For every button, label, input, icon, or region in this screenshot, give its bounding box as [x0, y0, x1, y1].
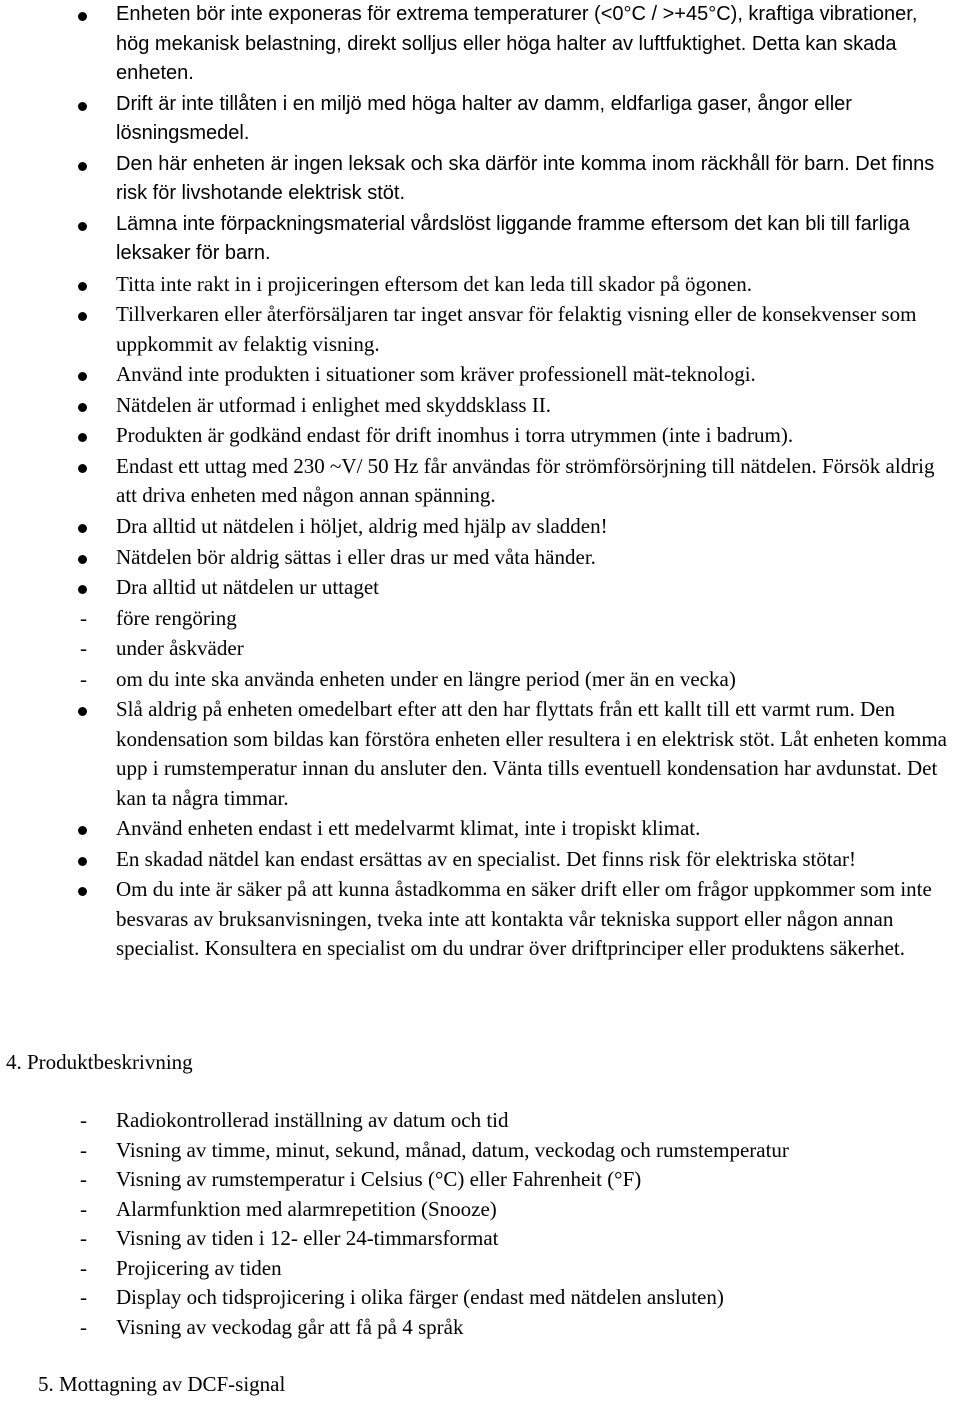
- feature-text: Visning av veckodag går att få på 4 språk: [116, 1314, 464, 1339]
- sub-list-item: [0, 604, 960, 634]
- dash-marker: -: [80, 1226, 87, 1250]
- list-item-text: Endast ett uttag med 230 ~V/ 50 Hz får användas för strömförsörjning till nätdelen. Försök aldrig att driva enheten med någon annan spänning.: [116, 453, 935, 508]
- feature-text: Radiokontrollerad inställning av datum och tid: [116, 1108, 509, 1132]
- list-item: [0, 270, 960, 300]
- bullet-icon: [78, 102, 87, 111]
- list-item-text: Dra alltid ut nätdelen i höljet, aldrig med hjälp av sladden!: [116, 513, 608, 538]
- dash-marker: -: [80, 1108, 87, 1132]
- feature-text: Visning av tiden i 12- eller 24-timmarsformat: [116, 1226, 499, 1250]
- bullet-icon: [78, 857, 87, 866]
- dash-marker: -: [80, 1255, 87, 1280]
- list-item: [0, 360, 960, 390]
- list-item: [0, 421, 960, 451]
- list-item: [0, 90, 960, 149]
- list-item-text: om du inte ska använda enheten under en längre period (mer än en vecka): [116, 666, 736, 691]
- bullet-icon: [78, 826, 87, 835]
- feature-item: [0, 1136, 960, 1166]
- list-item: [0, 391, 960, 421]
- feature-item: [0, 1224, 960, 1254]
- list-item-text: Använd inte produkten i situationer som kräver professionell mät-teknologi.: [116, 362, 756, 387]
- bullet-icon: [78, 707, 87, 716]
- list-item-text: under åskväder: [116, 636, 244, 661]
- bullet-icon: [78, 372, 87, 381]
- feature-item: [0, 1313, 960, 1343]
- list-item-text: En skadad nätdel kan endast ersättas av en specialist. Det finns risk för elektriska stötar!: [116, 846, 857, 871]
- list-item-text: Dra alltid ut nätdelen ur uttaget: [116, 575, 379, 600]
- list-item-text: Enheten bör inte exponeras för extrema temperaturer (<0°C / >+45°C), kraftiga vibrationer, hög mekanisk belastning, direkt solljus eller höga halter av luftfuktighet. Detta kan skada enheten.: [116, 3, 918, 84]
- bullet-icon: [78, 282, 87, 291]
- list-item: [0, 573, 960, 603]
- dash-marker: -: [80, 605, 87, 630]
- section-4-heading: 4. Produktbeskrivning: [6, 1050, 193, 1074]
- bullet-icon: [78, 312, 87, 321]
- list-item: [0, 512, 960, 542]
- feature-item: [0, 1165, 960, 1195]
- feature-item: [0, 1254, 960, 1284]
- list-item-text: Tillverkaren eller återförsäljaren tar inget ansvar för felaktig visning eller de konsekvenser som uppkommit av felaktig visning.: [116, 302, 917, 356]
- sub-list-item: [0, 634, 960, 664]
- bullet-icon: [78, 585, 87, 594]
- list-item: [0, 814, 960, 844]
- bullet-icon: [78, 555, 87, 564]
- bullet-icon: [78, 887, 87, 896]
- list-item-text: Lämna inte förpackningsmaterial vårdslöst liggande framme eftersom det kan bli till farliga leksaker för barn.: [116, 212, 910, 265]
- dash-marker: -: [80, 1167, 87, 1191]
- feature-item: [0, 1195, 960, 1225]
- dash-marker: -: [80, 1285, 87, 1309]
- list-item-text: Titta inte rakt in i projiceringen eftersom det kan leda till skador på ögonen.: [116, 271, 753, 296]
- sub-list-item: [0, 665, 960, 695]
- list-item: [0, 543, 960, 573]
- feature-text: Visning av rumstemperatur i Celsius (°C) eller Fahrenheit (°F): [116, 1167, 642, 1191]
- product-features-list: [0, 1106, 960, 1342]
- bullet-icon: [78, 12, 87, 21]
- bullet-icon: [78, 524, 87, 533]
- list-item-text: Slå aldrig på enheten omedelbart efter att den har flyttats från ett kallt till ett varmt rum. Den kondensation som bildas kan förstöra enheten eller resultera i en elektrisk stöt. Låt enheten komma upp i rumstemperatur innan du ansluter den. Vänta tills eventuell kondensation har avdunstat. Det kan ta några timmar.: [116, 697, 947, 810]
- bullet-icon: [78, 464, 87, 473]
- list-item: [0, 300, 960, 359]
- list-item: [0, 0, 960, 89]
- dash-marker: -: [80, 1196, 87, 1221]
- list-item: [0, 452, 960, 511]
- feature-item: [0, 1106, 960, 1136]
- list-item-text: Nätdelen bör aldrig sättas i eller dras ur med våta händer.: [116, 544, 596, 569]
- list-item-text: Den här enheten är ingen leksak och ska därför inte komma inom räckhåll för barn. Det finns risk för livshotande elektrisk stöt.: [116, 152, 935, 205]
- feature-item: [0, 1283, 960, 1313]
- feature-text: Alarmfunktion med alarmrepetition (Snooze): [116, 1196, 497, 1221]
- dash-marker: -: [80, 1314, 87, 1339]
- bullet-icon: [78, 433, 87, 442]
- section-5-heading: 5. Mottagning av DCF-signal: [38, 1372, 286, 1396]
- dash-marker: -: [80, 666, 87, 691]
- list-item: [0, 210, 960, 269]
- list-item-text: Produkten är godkänd endast för drift inomhus i torra utrymmen (inte i badrum).: [116, 423, 794, 448]
- list-item-text: före rengöring: [116, 605, 237, 630]
- list-item: [0, 875, 960, 964]
- dash-marker: -: [80, 1137, 87, 1162]
- bullet-icon: [78, 222, 87, 231]
- list-item: [0, 695, 960, 813]
- list-item-text: Drift är inte tillåten i en miljö med höga halter av damm, eldfarliga gaser, ångor eller lösningsmedel.: [116, 92, 852, 145]
- list-item-text: Nätdelen är utformad i enlighet med skyddsklass II.: [116, 392, 552, 417]
- bullet-icon: [78, 162, 87, 171]
- list-item-text: Använd enheten endast i ett medelvarmt klimat, inte i tropiskt klimat.: [116, 816, 701, 841]
- bullet-icon: [78, 403, 87, 412]
- list-item-text: Om du inte är säker på att kunna åstadkomma en säker drift eller om frågor uppkommer som inte besvaras av bruksanvisningen, tveka inte att kontakta vår tekniska support eller någon annan specialist. Konsultera en specialist om du undrar över driftprinciper eller produktens säkerhet.: [116, 877, 932, 961]
- list-item: [0, 150, 960, 209]
- feature-text: Visning av timme, minut, sekund, månad, datum, veckodag och rumstemperatur: [116, 1137, 789, 1162]
- list-item: [0, 845, 960, 875]
- dash-marker: -: [80, 636, 87, 661]
- feature-text: Projicering av tiden: [116, 1255, 282, 1280]
- feature-text: Display och tidsprojicering i olika färger (endast med nätdelen ansluten): [116, 1285, 724, 1309]
